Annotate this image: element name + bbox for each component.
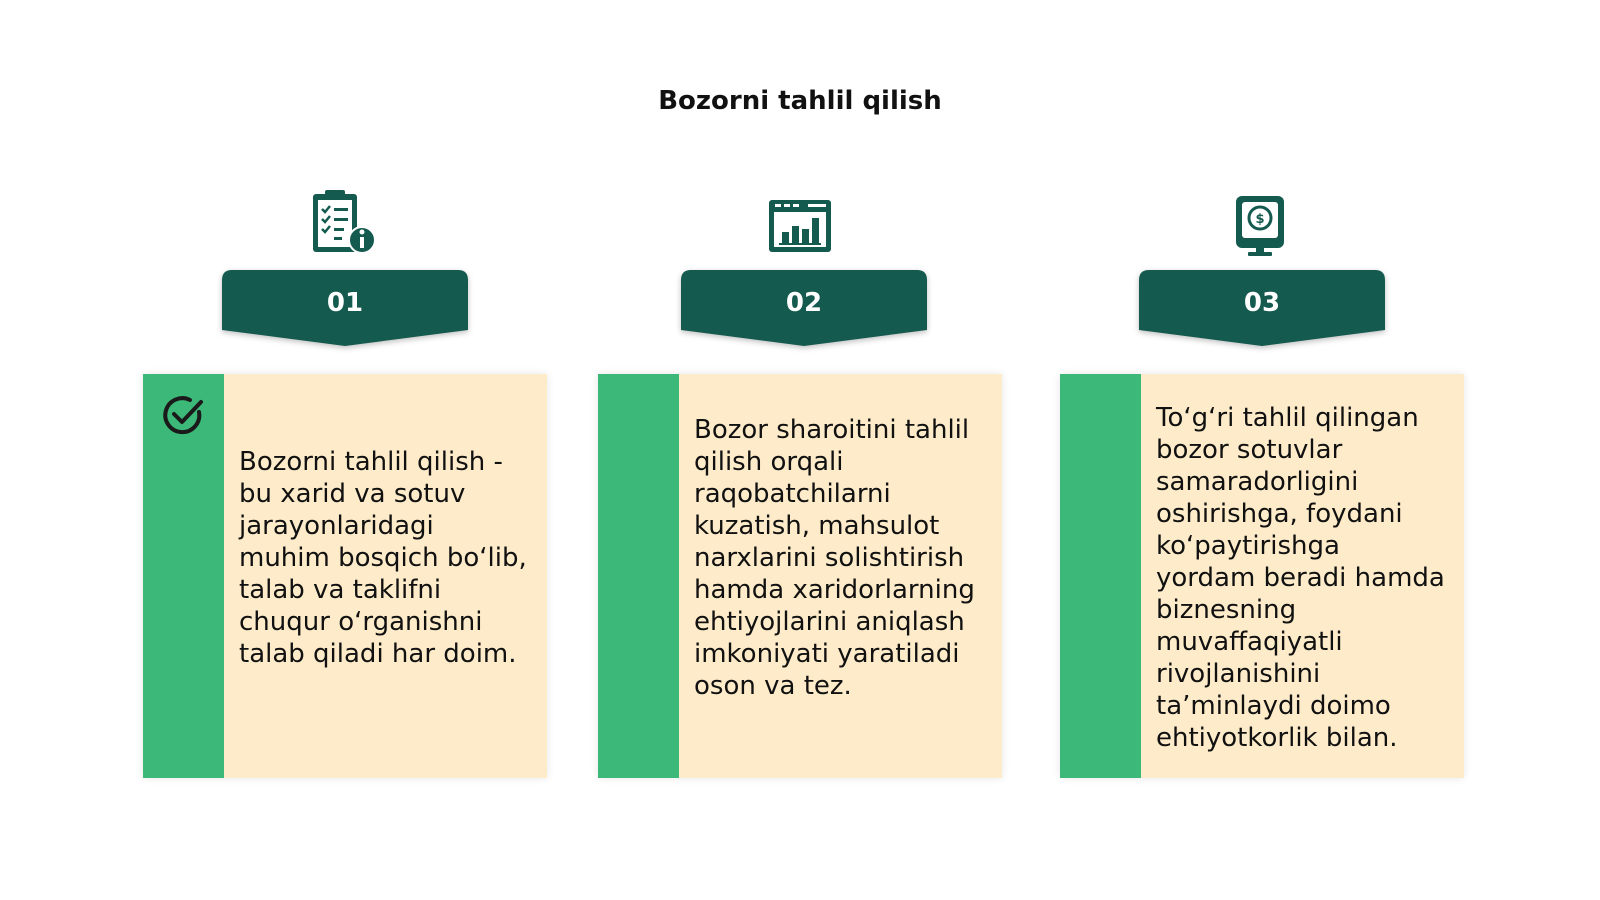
step-card-02 bbox=[598, 374, 1002, 778]
step-banner-03 bbox=[1139, 270, 1385, 346]
page-title: Bozorni tahlil qilish bbox=[658, 86, 942, 116]
step-card-03 bbox=[1060, 374, 1464, 778]
step-description: To‘g‘ri tahlil qilingan bozor sotuvlar samaradorligini oshirishga, foydani ko‘paytirishga yordam beradi hamda biznesning muvaffaqiyatli rivojlanishini ta’minlaydi doimo ehtiyotkorlik bilan. bbox=[1156, 403, 1445, 753]
money-monitor-icon bbox=[1226, 188, 1298, 260]
step-card-01 bbox=[143, 374, 547, 778]
card-side-bar bbox=[143, 374, 224, 778]
step-description: Bozorni tahlil qilish - bu xarid va sotuv jarayonlaridagi muhim bosqich bo‘lib, talab va taklifni chuqur o‘rganishni talab qiladi har doim. bbox=[239, 447, 527, 669]
bar-chart-window-icon bbox=[764, 188, 836, 260]
step-banner-01 bbox=[222, 270, 468, 346]
check-circle-icon bbox=[161, 392, 207, 442]
step-number: 02 bbox=[785, 288, 823, 318]
clipboard-checklist-info-icon bbox=[309, 188, 381, 260]
step-number: 01 bbox=[326, 288, 364, 318]
card-side-bar bbox=[598, 374, 679, 778]
step-number: 03 bbox=[1243, 288, 1281, 318]
card-side-bar bbox=[1060, 374, 1141, 778]
step-banner-02 bbox=[681, 270, 927, 346]
step-description: Bozor sharoitini tahlil qilish orqali raqobatchilarni kuzatish, mahsulot narxlarini solishtirish hamda xaridorlarning ehtiyojlarini aniqlash imkoniyati yaratiladi oson va tez. bbox=[694, 415, 975, 701]
svg-text:$: $ bbox=[1255, 212, 1265, 227]
